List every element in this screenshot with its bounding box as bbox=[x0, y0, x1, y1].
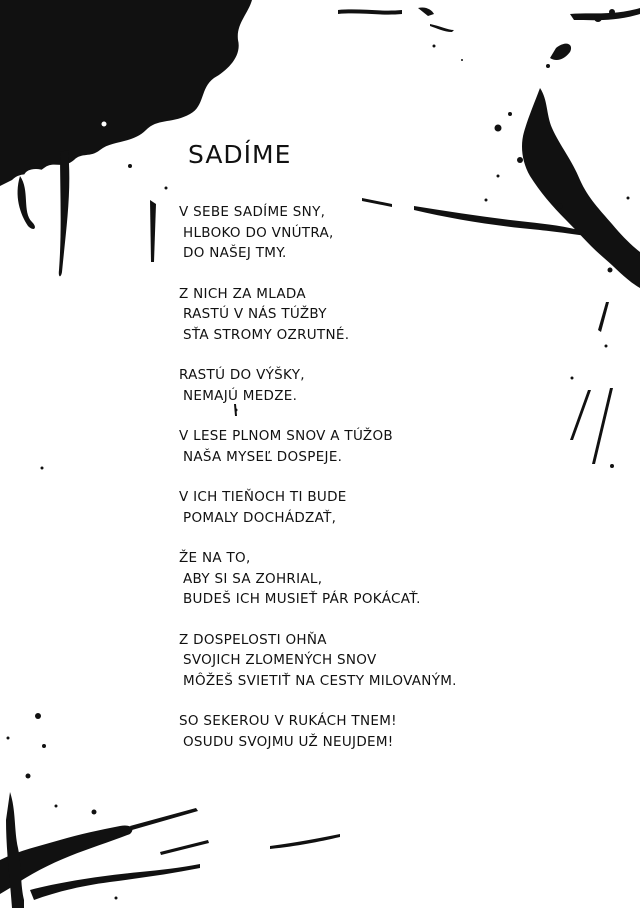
poem-body bbox=[179, 202, 457, 772]
poem-line: POMALY DOCHÁDZAŤ, bbox=[183, 509, 337, 526]
poem-line: SVOJICH ZLOMENÝCH SNOV bbox=[183, 652, 377, 668]
stanza bbox=[179, 365, 457, 406]
poem-line: SŤA STROMY OZRUTNÉ. bbox=[183, 326, 350, 343]
stanza bbox=[179, 426, 457, 467]
poem-line: V LESE PLNOM SNOV A TÚŽOB bbox=[179, 428, 393, 444]
poem-title: SADÍME bbox=[188, 140, 292, 169]
poem-line: RASTÚ V NÁS TÚŽBY bbox=[183, 306, 327, 322]
poem-line: Z NICH ZA MLADA bbox=[179, 285, 306, 302]
poem-line: RASTÚ DO VÝŠKY, bbox=[179, 367, 305, 383]
poem-line: ŽE NA TO, bbox=[179, 550, 251, 566]
stanza bbox=[179, 548, 457, 610]
poem-line: NEMAJÚ MEDZE. bbox=[183, 387, 298, 404]
poem-line: V SEBE SADÍME SNY, bbox=[179, 204, 326, 220]
ink-blot-right bbox=[522, 88, 640, 288]
poem-line: Z DOSPELOSTI OHŇA bbox=[179, 631, 327, 648]
stanza bbox=[179, 487, 457, 528]
poem-line: V ICH TIEŇOCH TI BUDE bbox=[179, 489, 347, 505]
poem-line: OSUDU SVOJMU UŽ NEUJDEM! bbox=[183, 733, 394, 750]
poem-line: NAŠA MYSEĽ DOSPEJE. bbox=[183, 448, 343, 465]
stanza bbox=[179, 630, 457, 692]
poem-line: SO SEKEROU V RUKÁCH TNEM! bbox=[179, 713, 397, 729]
stanza bbox=[179, 284, 457, 346]
poem-line: MÔŽEŠ SVIETIŤ NA CESTY MILOVANÝM. bbox=[183, 672, 457, 689]
poem-line: ABY SI SA ZOHRIAL, bbox=[183, 570, 323, 587]
poem-line: HLBOKO DO VNÚTRA, bbox=[183, 224, 334, 241]
stanza bbox=[179, 202, 457, 264]
poem-line: DO NAŠEJ TMY. bbox=[183, 245, 287, 261]
poem-line: BUDEŠ ICH MUSIEŤ PÁR POKÁCAŤ. bbox=[183, 591, 421, 607]
stanza bbox=[179, 711, 457, 752]
